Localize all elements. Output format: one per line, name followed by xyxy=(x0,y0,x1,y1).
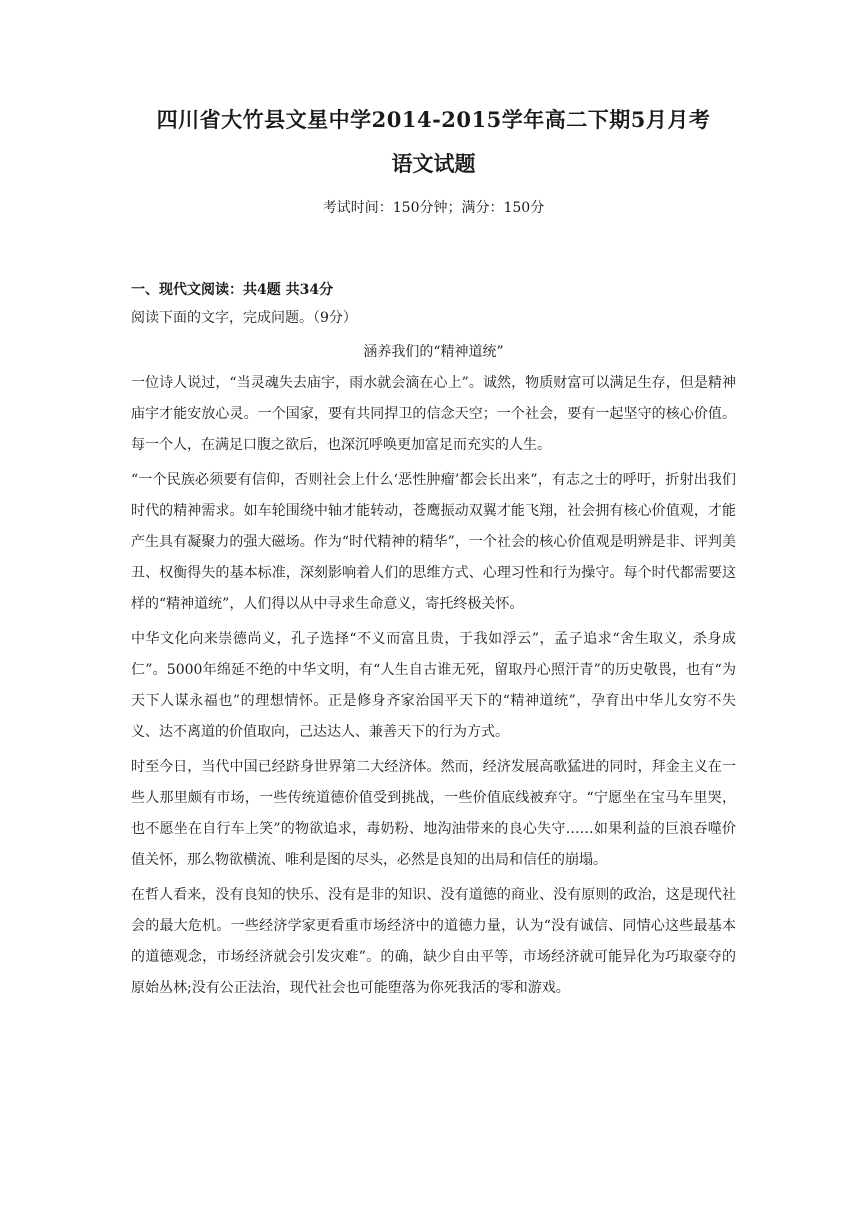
paragraph: 时至今日，当代中国已经跻身世界第二大经济体。然而，经济发展高歌猛进的同时，拜金主义在一些人那里颇有市场，一些传统道德价值受到挑战，一些价值底线被弃守。“宁愿坐在宝马车里哭，也不愿坐在自行车上笑”的物欲追求，毒奶粉、地沟油带来的良心失守……如果利益的巨浪吞噬价值关怀，那么物欲横流、唯利是图的尽头，必然是良知的出局和信任的崩塌。 xyxy=(131,759,736,868)
document-content xyxy=(131,100,736,1008)
article-title: 涵养我们的“精神道统” xyxy=(363,344,504,360)
document-title: 四川省大竹县文星中学2014-2015学年高二下期5月月考 xyxy=(156,107,711,132)
section-heading: 一、现代文阅读：共4题 共34分 xyxy=(131,282,334,298)
document-subtitle: 语文试题 xyxy=(391,151,476,176)
paragraph: 一位诗人说过，“当灵魂失去庙宇，雨水就会滴在心上”。诚然，物质财富可以满足生存，但是精神庙宇才能安放心灵。一个国家，要有共同捍卫的信念天空；一个社会，要有一起坚守的核心价值。每一个人，在满足口腹之欲后，也深沉呼唤更加富足而充实的人生。 xyxy=(131,375,736,453)
exam-info: 考试时间：150分钟；满分：150分 xyxy=(322,200,545,216)
paragraph: “一个民族必须要有信仰，否则社会上什么‘恶性肿瘤’都会长出来”，有志之士的呼吁，折射出我们时代的精神需求。如车轮围绕中轴才能转动，苍鹰振动双翼才能飞翔，社会拥有核心价值观，才能产生具有凝聚力的强大磁场。作为“时代精神的精华”，一个社会的核心价值观是明辨是非、评判美丑、权衡得失的基本标准，深刻影响着人们的思维方式、心理习性和行为操守。每个时代都需要这样的“精神道统”，人们得以从中寻求生命意义，寄托终极关怀。 xyxy=(131,472,736,612)
paragraph: 中华文化向来崇德尚义，孔子选择“不义而富且贵，于我如浮云”，孟子追求“舍生取义，杀身成仁”。5000年绵延不绝的中华文明，有“人生自古谁无死，留取丹心照汗青”的历史敬畏，也有“为天下人谋永福也”的理想情怀。正是修身齐家治国平天下的“精神道统”，孕育出中华儿女穷不失义、达不离道的价值取向，己达达人、兼善天下的行为方式。 xyxy=(131,631,736,740)
paragraph: 在哲人看来，没有良知的快乐、没有是非的知识、没有道德的商业、没有原则的政治，这是现代社会的最大危机。一些经济学家更看重市场经济中的道德力量，认为“没有诚信、同情心这些最基本的道德观念，市场经济就会引发灾难”。的确，缺少自由平等，市场经济就可能异化为巧取豪夺的原始丛林;没有公正法治，现代社会也可能堕落为你死我活的零和游戏。 xyxy=(131,887,736,996)
reading-instruction: 阅读下面的文字，完成问题。（9分） xyxy=(131,310,357,326)
